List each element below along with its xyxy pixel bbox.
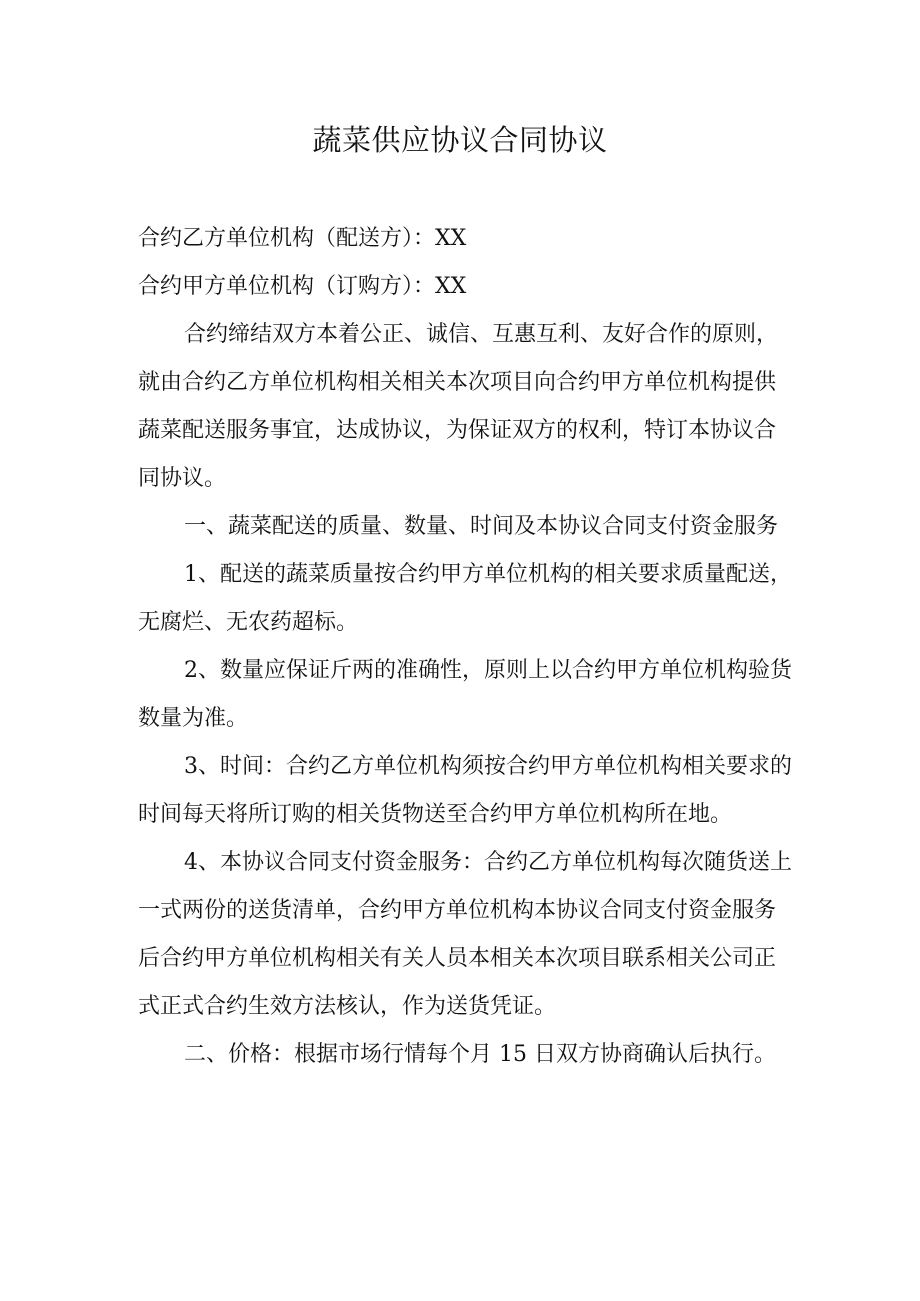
party-b-line: 合约乙方单位机构（配送方）：XX — [138, 226, 467, 251]
party-a-line: 合约甲方单位机构（订购方）：XX — [138, 274, 467, 299]
clause-4: 4、本协议合同支付资金服务：合约乙方单位机构每次随货送上一式两份的送货清单，合约甲方单位机构本协议合同支付资金服务后合约甲方单位机构相关有关人员本相关本次项目联系相关公司正式正式合约生效方法核认，作为送货凭证。 — [138, 850, 792, 1019]
section-2-price: 二、价格：根据市场行情每个月 15 日双方协商确认后执行。 — [184, 1042, 776, 1067]
intro-paragraph: 合约缔结双方本着公正、诚信、互惠互利、友好合作的原则，就由合约乙方单位机构相关相关本次项目向合约甲方单位机构提供蔬菜配送服务事宜，达成协议，为保证双方的权利，特订本协议合同协议。 — [138, 322, 779, 491]
document-title: 蔬菜供应协议合同协议 — [312, 123, 608, 157]
section-1-heading: 一、蔬菜配送的质量、数量、时间及本协议合同支付资金服务 — [184, 514, 779, 539]
clause-1: 1、配送的蔬菜质量按合约甲方单位机构的相关要求质量配送，无腐烂、无农药超标。 — [138, 562, 792, 635]
clause-2: 2、数量应保证斤两的准确性，原则上以合约甲方单位机构验货数量为准。 — [138, 658, 792, 731]
clause-3: 3、时间：合约乙方单位机构须按合约甲方单位机构相关要求的时间每天将所订购的相关货物送至合约甲方单位机构所在地。 — [138, 754, 792, 827]
document-body — [138, 215, 793, 1079]
